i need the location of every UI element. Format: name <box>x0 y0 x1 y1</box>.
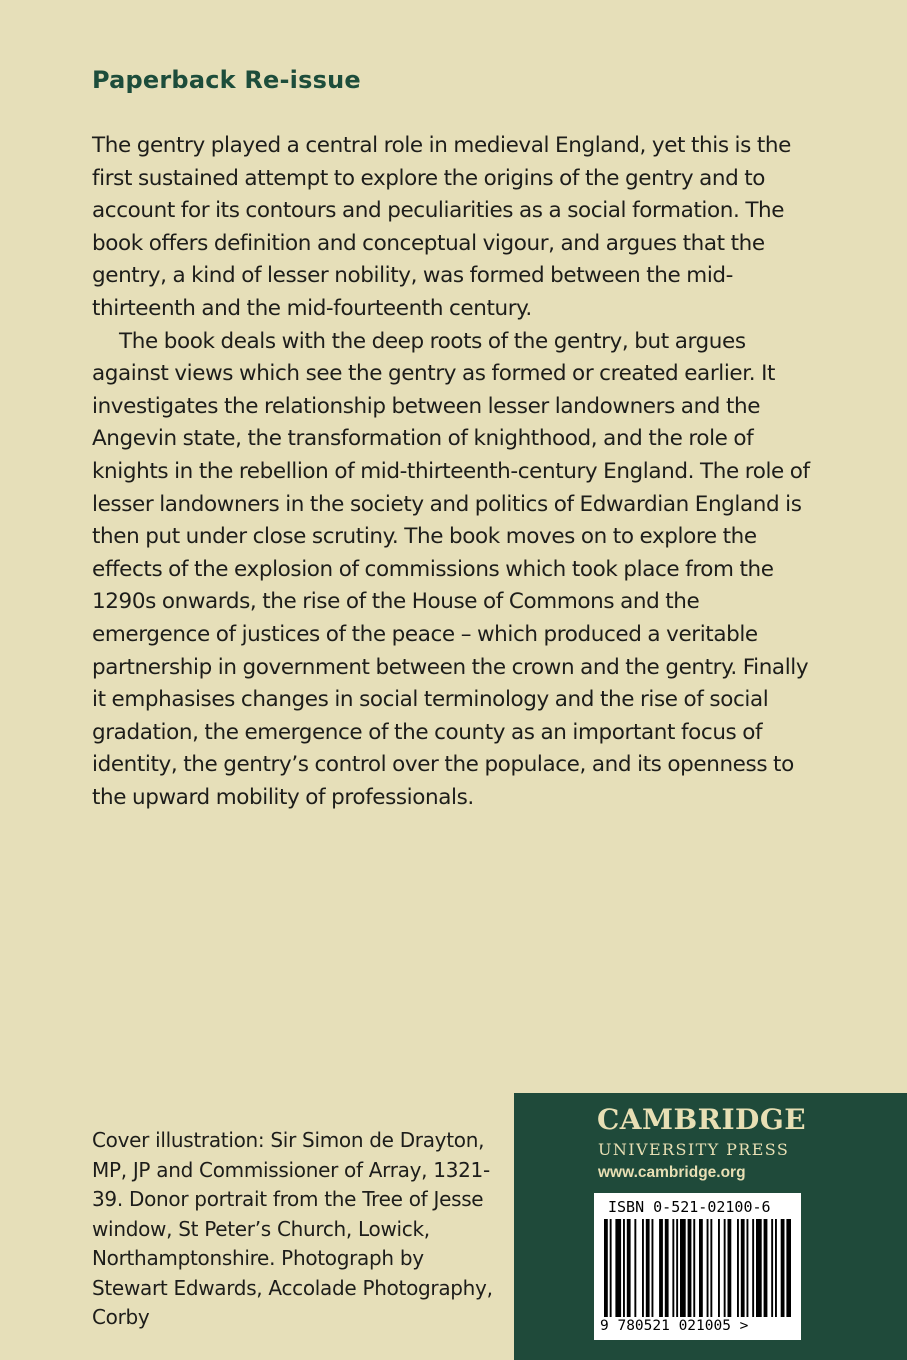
barcode-bar <box>775 1219 777 1317</box>
publisher-block <box>514 1093 907 1360</box>
barcode-panel <box>594 1193 801 1340</box>
barcode-bar <box>724 1219 726 1317</box>
barcode-bar <box>741 1219 745 1317</box>
publisher-url: www.cambridge.org <box>598 1164 746 1181</box>
barcode-bar <box>747 1219 749 1317</box>
barcode-bar <box>604 1219 608 1317</box>
barcode-bar <box>659 1219 663 1317</box>
publisher-name: CAMBRIDGE <box>597 1103 807 1136</box>
barcode-bar <box>786 1219 791 1317</box>
barcode-bar <box>756 1219 762 1317</box>
description-paragraph-1: The gentry played a central role in medieval England, yet this is the first sustained attempt to explore the origins of the gentry and to account for its contours and peculiarities as a social formation. The book offers definition and conceptual vigour, and argues that the gentry, a kind of lesser nobility, was formed between the mid-thirteenth and the mid-fourteenth century. <box>92 133 791 321</box>
barcode-bar <box>623 1219 625 1317</box>
barcode-bar <box>764 1219 768 1317</box>
barcode-bar <box>707 1219 709 1317</box>
barcode-bar <box>781 1219 785 1317</box>
barcode-bar <box>642 1219 644 1317</box>
barcode-bar <box>672 1219 674 1317</box>
cover-credit: Cover illustration: Sir Simon de Drayton, MP, JP and Commissioner of Array, 1321-39. Donor portrait from the Tree of Jesse window, St Peter’s Church, Lowick, Northamptonshire. Photograph by Stewart Edwards, Accolade Photography, Corby <box>92 1128 493 1329</box>
barcode-bar <box>771 1219 773 1317</box>
book-description <box>92 130 822 814</box>
barcode-bar <box>646 1219 650 1317</box>
barcode-bar <box>676 1219 678 1317</box>
barcode-bar <box>680 1219 686 1317</box>
barcode-bar <box>699 1219 703 1317</box>
barcode-bar <box>710 1219 712 1317</box>
barcode-bars <box>604 1219 791 1319</box>
barcode-bar <box>718 1219 720 1317</box>
section-heading: Paperback Re-issue <box>92 66 361 94</box>
barcode-bar <box>652 1219 654 1317</box>
barcode-bar <box>737 1219 739 1317</box>
barcode-bar <box>634 1219 636 1317</box>
barcode-bar <box>728 1219 732 1317</box>
barcode-bar <box>688 1219 692 1317</box>
description-paragraph-2: The book deals with the deep roots of the gentry, but argues against views which see the gentry as formed or created earlier. It investigates the relationship between lesser landowners and the Angevin state, the transformation of knighthood, and the role of knights in the rebellion of mid-thirteenth-century England. The role of lesser landowners in the society and politics of Edwardian England is then put under close scrutiny. The book moves on to explore the effects of the explosion of commissions which took place from the 1290s onwards, the rise of the House of Commons and the emergence of justices of the peace – which produced a veritable partnership in government between the crown and the gentry. Finally it emphasises changes in social terminology and the rise of social gradation, the emergence of the county as an important focus of identity, the gentry’s control over the populace, and its openness to the upward mobility of professionals. <box>92 328 810 810</box>
barcode-bar <box>610 1219 612 1317</box>
barcode-bar <box>615 1219 621 1317</box>
barcode-digits: 9 780521 021005 > <box>600 1318 749 1334</box>
isbn-label: ISBN 0-521-02100-6 <box>608 1198 771 1216</box>
barcode-bar <box>752 1219 754 1317</box>
barcode-bar <box>665 1219 669 1317</box>
barcode-bar <box>693 1219 695 1317</box>
barcode-bar <box>627 1219 631 1317</box>
publisher-subtitle: UNIVERSITY PRESS <box>598 1140 790 1159</box>
